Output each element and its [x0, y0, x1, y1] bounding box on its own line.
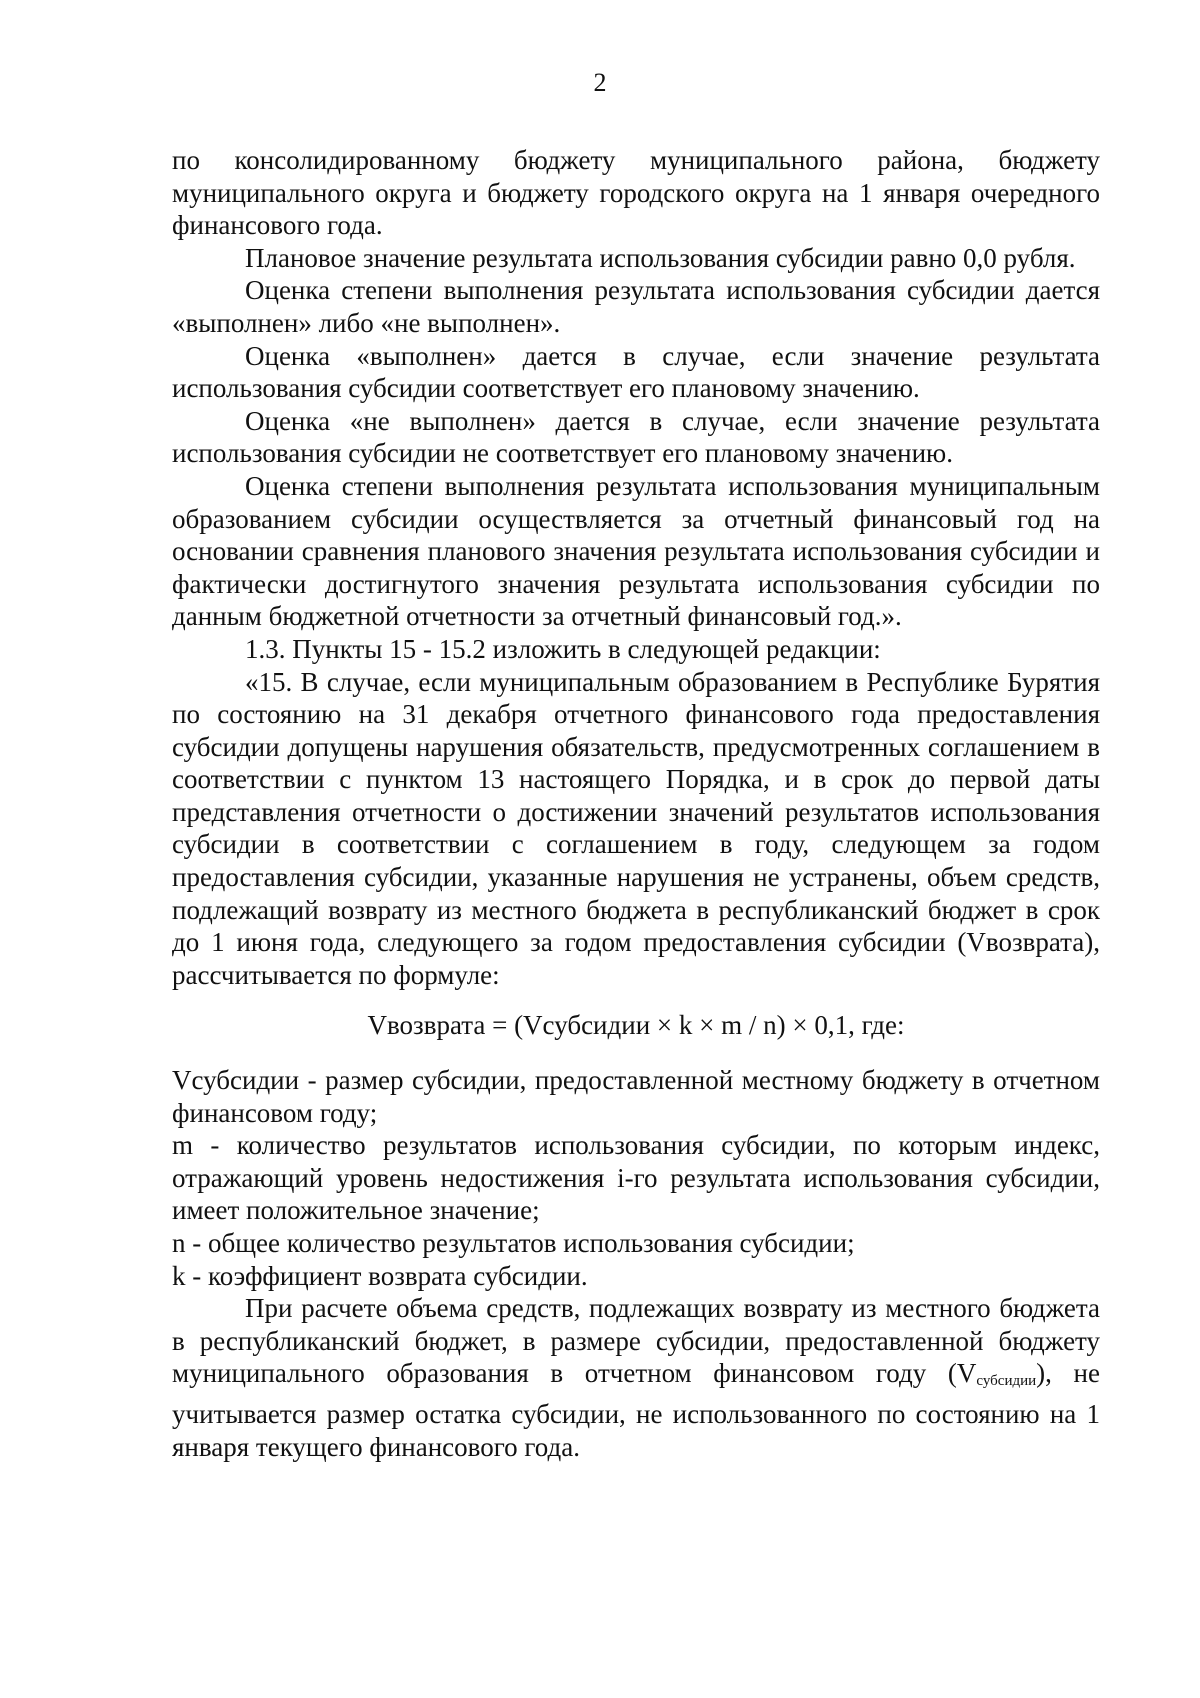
paragraph-amendment-heading: 1.3. Пункты 15 - 15.2 изложить в следующей редакции: [245, 633, 881, 664]
paragraph-assessment-completed: Оценка «выполнен» дается в случае, если значение результата использования субсидии соответствует его плановому значению. [172, 340, 1100, 404]
paragraph-continuation: по консолидированному бюджету муниципального района, бюджету муниципального округа и бюджету городского округа на 1 января очередного финансового года. [172, 145, 1100, 241]
document-body [172, 144, 1100, 1463]
final-subscript: субсидии [976, 1373, 1037, 1390]
definition-n: n - общее количество результатов использования субсидии; [172, 1228, 855, 1258]
paragraph-final [172, 1292, 1100, 1463]
paragraph-assessment-degree: Оценка степени выполнения результата использования субсидии дается «выполнен» либо «не выполнен». [172, 275, 1100, 338]
paragraph-planned-value: Плановое значение результата использования субсидии равно 0,0 рубля. [245, 242, 1076, 273]
final-text-before: При расчете объема средств, подлежащих возврату из местного бюджета в республиканский бюджет, в размере субсидии, предоставленной бюджету муниципального образования в отчетном финансовом году (V [172, 1293, 1100, 1389]
final-text-after: ), не учитывается размер остатка субсидии, не использованного по состоянию на 1 января текущего финансового года. [172, 1358, 1100, 1462]
page-number: 2 [593, 68, 607, 97]
formula: Vвозврата = (Vсубсидии × k × m / n) × 0,1, где: [367, 1010, 905, 1041]
paragraph-assessment-period: Оценка степени выполнения результата использования муниципальным образованием субсидии осуществляется за отчетный финансовый год на основании сравнения планового значения результата использования субсидии и фактически достигнутого значения результата использования субсидии по данным бюджетной отчетности за отчетный финансовый год.». [172, 470, 1100, 632]
definition-v-subsidy: Vсубсидии - размер субсидии, предоставленной местному бюджету в отчетном финансовом году; [172, 1065, 1100, 1128]
paragraph-assessment-not-completed: Оценка «не выполнен» дается в случае, если значение результата использования субсидии не соответствует его плановому значению. [172, 405, 1100, 469]
definition-m: m - количество результатов использования субсидии, по которым индекс, отражающий уровень недостижения i-го результата использования субсидии, имеет положительное значение; [172, 1130, 1100, 1226]
paragraph-clause-15: «15. В случае, если муниципальным образованием в Республике Бурятия по состоянию на 31 декабря отчетного финансового года предоставления субсидии допущены нарушения обязательств, предусмотренных соглашением в соответствии с пунктом 13 настоящего Порядка, и в срок до первой даты представления отчетности о достижении значений результатов использования субсидии в соответствии с соглашением в году, следующем за годом предоставления субсидии, указанные нарушения не устранены, объем средств, подлежащий возврату из местного бюджета в республиканский бюджет в срок до 1 июня года, следующего за годом предоставления субсидии (Vвозврата), рассчитывается по формуле: [172, 666, 1100, 990]
definition-k: k - коэффициент возврата субсидии. [172, 1260, 588, 1291]
